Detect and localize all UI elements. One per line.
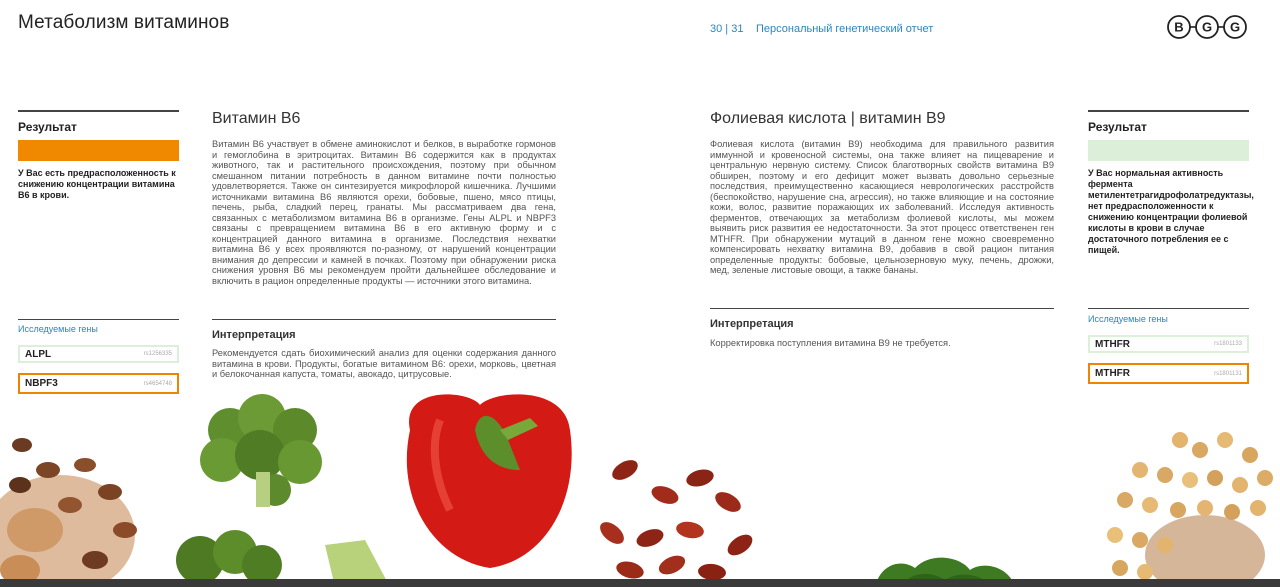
gene-name: ALPL [25, 348, 52, 360]
b9-title: Фолиевая кислота | витамин В9 [710, 110, 946, 127]
b9-text: Фолиевая кислота (витамин В9) необходима для правильного развития иммунной и кровеносной системы, она также влияет на пищеварение и центральную нервную систему. Список благотворных свойств витамина В9 обширен, поэтому и его дефицит может вызвать довольно серьезные последствия, преимущественно касающиеся неврологических расстройств (беспокойство, нарушение сна, агрессия), но также влияющие и на состояние кожи, волос, развитие поражающих их заболеваний. Исследуя активность ферментов, отвечающих за метаболизм фолиевой кислоты, мы можем выявить риск развития ее недостаточности. За этот процесс ответственен ген MTHFR. При обнаружении мутаций в данном гене можно своевременно компенсировать нехватку витамина В9, добавив в свой рацион питания определенные продукты: бобовые, цельнозерновую муку, печень, дрожжи, мед, зеленые листовые овощи, а также бананы. [710, 139, 1054, 275]
right-result-label: Результат [1088, 120, 1147, 134]
gene-rs: rs1801133 [1214, 341, 1242, 347]
chickpeas-image [1107, 432, 1273, 587]
gene-rs: rs1801131 [1214, 370, 1242, 377]
report-title: Персональный генетический отчет [756, 23, 934, 35]
right-genes-label: Исследуемые гены [1088, 314, 1168, 324]
bottom-strip [0, 579, 1280, 587]
left-result-text: У Вас есть предрасположенность к снижению концентрации витамина В6 в крови. [18, 168, 176, 200]
page-title: Метаболизм витаминов [18, 12, 230, 33]
b6-interp-text: Рекомендуется сдать биохимический анализ для оценки содержания данного витамина в крови. Продукты, богатые витамином В6: орехи, морковь, цветная и белокочанная капуста, томаты, авокадо, цитрусовые. [212, 348, 556, 379]
logo-letter: B [1174, 19, 1184, 35]
gene-rs: rs4654748 [143, 380, 172, 387]
left-genes-label: Исследуемые гены [18, 324, 98, 334]
b6-title: Витамин В6 [212, 110, 301, 127]
b9-interp-title: Интерпретация [710, 318, 794, 330]
pine-nuts-image [0, 438, 137, 587]
left-result-label: Результат [18, 120, 77, 134]
page-numbers: 30 | 31 [710, 23, 744, 35]
right-result-text: У Вас нормальная активность фермента метилентетрагидрофолатредуктазы, нет предрасположенности к снижению концентрации фолиевой кислоты в крови в случае достаточного потребления ее с пищей. [1088, 168, 1254, 255]
gene-name: MTHFR [1095, 368, 1130, 379]
logo-letter: G [1229, 19, 1241, 35]
b9-interp-text: Корректировка поступления витамина В9 не требуется. [710, 338, 951, 348]
gene-name: MTHFR [1095, 338, 1130, 350]
gene-rs: rs1256335 [143, 351, 172, 357]
broccoli-image [176, 394, 390, 587]
pepper-image [407, 394, 572, 568]
logo-letter: G [1201, 19, 1213, 35]
gene-name: NBPF3 [25, 378, 58, 389]
b6-text: Витамин В6 участвует в обмене аминокислот и белков, в выработке гормонов и гемоглобина в эритроцитах. Витамин В6 содержится как в продуктах животного, так и растительного происхождения, поэтому при обычном смешанном питании потребность в данном витамине почти полностью удовлетворяется. Также он синтезируется микрофлорой кишечника. Лучшими источниками витамина В6 являются орехи, бобовые, пшено, мясо птицы, печень, рыба, сладкий перец, гранаты. Мы рассматриваем два гена, связанных с метаболизмом витамина В6 в организме. Гены ALPL и NBPF3 связаны с превращением витамина В6 в его активную форму и с концентрацией данного витамина в организме. Последствия нехватки витамина В6 у всех проявляются по-разному, от нарушений концентрации внимания до депрессии и камней в почках. Поэтому при обнаружении риска снижения уровня В6 мы рекомендуем пройти дальнейшее обследование и включить в рацион определенные продукты — источники этого витамина. [212, 139, 556, 286]
b6-interp-title: Интерпретация [212, 329, 296, 341]
kidney-beans-image [596, 456, 756, 581]
